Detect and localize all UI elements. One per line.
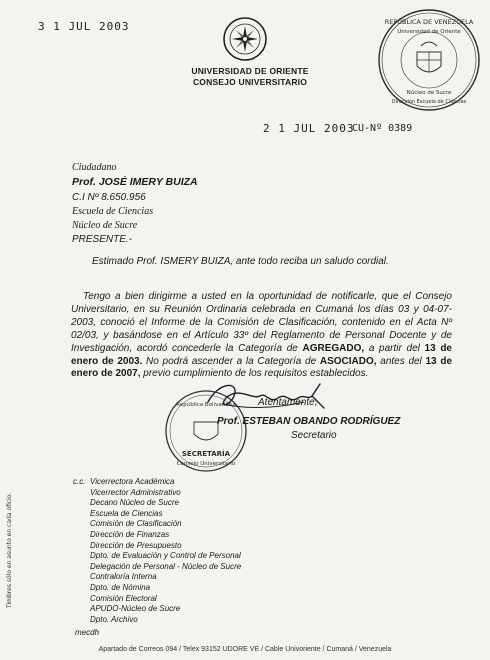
- recipient-school: Escuela de Ciencias: [72, 206, 154, 217]
- category-granted: AGREGADO,: [302, 342, 365, 354]
- letter-footer: Apartado de Correos 094 / Telex 93152 UDORE VE / Cable Univoriente / Cumaná / Venezuela: [98, 646, 392, 653]
- body-part-4: antes del: [376, 355, 426, 367]
- republic-seal-text-1: REPÚBLICA DE VENEZUELA: [384, 18, 474, 26]
- signer-title: Secretario: [291, 430, 337, 441]
- issue-date-stamp: 2 1 JUL 2003: [263, 122, 355, 135]
- side-note-text: Timbres sólo en asunto en cada oficio.: [6, 492, 13, 608]
- secretary-seal-middle: SECRETARÍA: [181, 450, 231, 458]
- cc-item: Delegación de Personal - Núcleo de Sucre: [90, 561, 242, 571]
- republic-seal-stamp: [375, 6, 483, 114]
- greeting-line: Estimado Prof. ISMERY BUIZA, ante todo reciba un saludo cordial.: [92, 256, 389, 267]
- republic-seal-text-3: Núcleo de Sucre: [406, 90, 452, 96]
- secretary-seal-top: República Bolivariana: [176, 402, 236, 408]
- cc-item: Dpto. de Nómina: [90, 582, 151, 592]
- cc-item: Dirección de Presupuesto: [90, 540, 182, 550]
- received-date-stamp: 3 1 JUL 2003: [38, 20, 130, 33]
- cc-item: Escuela de Ciencias: [90, 508, 163, 518]
- cc-item: Comisión Electoral: [90, 593, 157, 603]
- recipient-id: C.I Nº 8.650.956: [72, 192, 146, 203]
- effective-date: 13 de enero de 2003.: [71, 342, 452, 367]
- cc-item: APUDO-Núcleo de Sucre: [90, 604, 181, 614]
- reference-number: CU-Nº 0389: [352, 123, 413, 134]
- recipient-name: Prof. JOSÉ IMERY BUIZA: [72, 176, 198, 188]
- cc-item: Dirección de Finanzas: [90, 529, 170, 539]
- cc-item: Dpto. de Evaluación y Control de Personal: [90, 551, 241, 561]
- cc-item: Vicerrector Administrativo: [90, 487, 181, 497]
- recipient-present: PRESENTE.-: [72, 234, 133, 245]
- body-part-1: Tengo a bien dirigirme a usted en la oportunidad de notificarle, que el Consejo Universitario, en su Reunión Ordinaria celebrada en Cumaná los días 03 y 04-07-2003, conoció el Informe de la Comisión de Clasificación, contenido en el Acta Nº 02/03, y basándose en el Artículo 33º del Reglamento de Personal Docente y de Investigación, acordó concederle la Categoría de: [71, 291, 452, 354]
- body-part-5: previo cumplimiento de los requisitos establecidos.: [140, 368, 369, 380]
- cc-item: Contraloría Interna: [90, 572, 157, 582]
- body-part-3: No podrá ascender a la Categoría de: [142, 355, 320, 367]
- side-note: [1, 470, 15, 610]
- republic-seal-text-2: Universidad de Oriente: [397, 29, 461, 35]
- promotion-date: 13 de enero de 2007,: [71, 355, 453, 380]
- letter-body: [71, 291, 452, 381]
- body-part-2: a partir del: [364, 342, 425, 354]
- republic-seal-text-4: Dirección Escuela de Ciencias: [391, 99, 467, 105]
- cc-item: Comisión de Clasificación: [90, 519, 182, 529]
- recipient-nucleus: Núcleo de Sucre: [72, 220, 138, 231]
- closing-line: Atentamente,: [258, 397, 318, 408]
- cc-item: Dpto. Archivo: [90, 614, 138, 624]
- next-category: ASOCIADO,: [319, 355, 377, 367]
- university-seal-icon: [222, 16, 268, 62]
- handwritten-signature: [200, 374, 350, 418]
- cc-item: Decano Núcleo de Sucre: [90, 498, 179, 508]
- signer-name: Prof. ESTEBAN OBANDO RODRÍGUEZ: [217, 416, 401, 427]
- cc-label: c.c.: [73, 477, 86, 486]
- cc-item: c.c. Vicerrectora Académica: [73, 477, 175, 486]
- copy-recipients-list: [73, 477, 241, 625]
- typist-initials: mecdh: [75, 628, 100, 637]
- university-name: UNIVERSIDAD DE ORIENTE: [191, 66, 309, 76]
- recipient-salutation: Ciudadano: [72, 162, 117, 173]
- secretary-seal-bottom: Consejo Universitario: [176, 461, 236, 467]
- council-name: CONSEJO UNIVERSITARIO: [192, 77, 308, 87]
